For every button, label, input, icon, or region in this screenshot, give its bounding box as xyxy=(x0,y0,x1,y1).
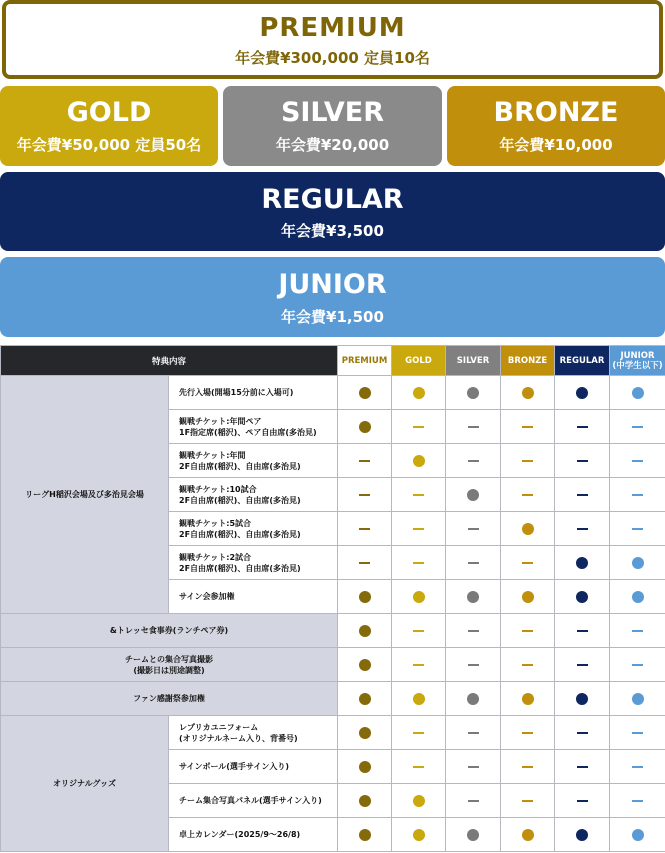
not-included-dash-icon xyxy=(632,630,643,632)
tier-junior-fee: 年会費¥1,500 xyxy=(281,308,384,326)
benefit-text: 観戦チケット:5試合 xyxy=(179,518,252,528)
included-dot-icon xyxy=(413,693,425,705)
mark-cell-gold xyxy=(392,784,446,818)
mark-cell-premium xyxy=(338,376,392,410)
mark-cell-junior xyxy=(610,648,665,682)
benefit-item xyxy=(1,614,338,648)
mark-cell-regular xyxy=(555,512,610,546)
not-included-dash-icon xyxy=(522,766,533,768)
mark-cell-bronze xyxy=(501,512,555,546)
not-included-dash-icon xyxy=(413,664,424,666)
header-benefit: 特典内容 xyxy=(1,346,338,376)
mark-cell-silver xyxy=(446,444,501,478)
tier-bronze-name: BRONZE xyxy=(493,97,619,128)
benefit-text: (撮影日は別途調整) xyxy=(133,665,205,675)
benefit-text: 観戦チケット:10試合 xyxy=(179,484,257,494)
mark-cell-regular xyxy=(555,478,610,512)
mark-cell-gold xyxy=(392,546,446,580)
mark-cell-premium xyxy=(338,818,392,852)
not-included-dash-icon xyxy=(468,426,479,428)
not-included-dash-icon xyxy=(577,494,588,496)
benefit-text: 2F自由席(稲沢)、自由席(多治見) xyxy=(179,529,301,539)
mark-cell-regular xyxy=(555,750,610,784)
tier-silver-card xyxy=(223,86,442,166)
not-included-dash-icon xyxy=(577,766,588,768)
included-dot-icon xyxy=(632,387,644,399)
included-dot-icon xyxy=(467,693,479,705)
benefit-item xyxy=(169,818,338,852)
mark-cell-silver xyxy=(446,614,501,648)
not-included-dash-icon xyxy=(522,460,533,462)
not-included-dash-icon xyxy=(577,426,588,428)
benefit-item xyxy=(169,512,338,546)
mark-cell-regular xyxy=(555,410,610,444)
included-dot-icon xyxy=(632,557,644,569)
tier-silver-fee: 年会費¥20,000 xyxy=(275,136,390,154)
mark-cell-gold xyxy=(392,376,446,410)
not-included-dash-icon xyxy=(468,528,479,530)
mark-cell-gold xyxy=(392,410,446,444)
mark-cell-junior xyxy=(610,818,665,852)
mark-cell-junior xyxy=(610,682,665,716)
benefit-text: チーム集合写真パネル(選手サイン入り) xyxy=(179,796,322,805)
header-premium: PREMIUM xyxy=(338,346,392,376)
not-included-dash-icon xyxy=(468,766,479,768)
included-dot-icon xyxy=(522,591,534,603)
included-dot-icon xyxy=(576,387,588,399)
included-dot-icon xyxy=(359,625,371,637)
not-included-dash-icon xyxy=(522,800,533,802)
mark-cell-premium xyxy=(338,512,392,546)
not-included-dash-icon xyxy=(413,426,424,428)
mark-cell-silver xyxy=(446,580,501,614)
not-included-dash-icon xyxy=(468,630,479,632)
benefit-item xyxy=(169,580,338,614)
tier-gold-card xyxy=(0,86,218,166)
table-row xyxy=(1,682,665,716)
mark-cell-premium xyxy=(338,614,392,648)
benefit-text: ファン感謝祭参加権 xyxy=(133,694,205,703)
mark-cell-junior xyxy=(610,512,665,546)
included-dot-icon xyxy=(413,387,425,399)
mark-cell-regular xyxy=(555,648,610,682)
not-included-dash-icon xyxy=(413,630,424,632)
included-dot-icon xyxy=(576,693,588,705)
tier-junior-card xyxy=(0,257,665,337)
tier-regular-name: REGULAR xyxy=(261,184,404,215)
benefit-text: 観戦チケット:年間 xyxy=(179,450,246,460)
benefit-item xyxy=(1,682,338,716)
benefit-item xyxy=(169,444,338,478)
included-dot-icon xyxy=(522,523,534,535)
table-row xyxy=(1,716,665,750)
category-cell: リーグH稲沢会場及び多治見会場 xyxy=(1,376,169,614)
not-included-dash-icon xyxy=(468,664,479,666)
benefit-text: 先行入場(開場15分前に入場可) xyxy=(179,388,294,397)
mark-cell-bronze xyxy=(501,716,555,750)
not-included-dash-icon xyxy=(359,562,370,564)
mark-cell-bronze xyxy=(501,648,555,682)
header-regular: REGULAR xyxy=(555,346,610,376)
mark-cell-bronze xyxy=(501,750,555,784)
mark-cell-premium xyxy=(338,410,392,444)
mark-cell-regular xyxy=(555,580,610,614)
header-gold: GOLD xyxy=(392,346,446,376)
not-included-dash-icon xyxy=(577,732,588,734)
mark-cell-premium xyxy=(338,682,392,716)
benefit-text: レプリカユニフォーム xyxy=(179,722,259,732)
benefit-text: 1F指定席(稲沢)、ペア自由席(多治見) xyxy=(179,427,317,437)
mark-cell-junior xyxy=(610,410,665,444)
mark-cell-regular xyxy=(555,376,610,410)
mark-cell-junior xyxy=(610,478,665,512)
mark-cell-gold xyxy=(392,716,446,750)
mark-cell-bronze xyxy=(501,444,555,478)
mark-cell-silver xyxy=(446,546,501,580)
included-dot-icon xyxy=(359,421,371,433)
mark-cell-gold xyxy=(392,818,446,852)
tier-premium-fee: 年会費¥300,000 定員10名 xyxy=(235,49,430,67)
not-included-dash-icon xyxy=(577,528,588,530)
mark-cell-junior xyxy=(610,580,665,614)
not-included-dash-icon xyxy=(468,460,479,462)
mark-cell-gold xyxy=(392,444,446,478)
mark-cell-premium xyxy=(338,546,392,580)
mark-cell-silver xyxy=(446,784,501,818)
mark-cell-bronze xyxy=(501,818,555,852)
category-cell: オリジナルグッズ xyxy=(1,716,169,852)
included-dot-icon xyxy=(359,659,371,671)
included-dot-icon xyxy=(359,727,371,739)
mark-cell-bronze xyxy=(501,614,555,648)
mark-cell-gold xyxy=(392,648,446,682)
not-included-dash-icon xyxy=(522,494,533,496)
mark-cell-silver xyxy=(446,716,501,750)
tier-bronze-card xyxy=(447,86,665,166)
mark-cell-gold xyxy=(392,614,446,648)
header-junior xyxy=(610,346,665,376)
mark-cell-gold xyxy=(392,580,446,614)
mark-cell-bronze xyxy=(501,580,555,614)
mark-cell-gold xyxy=(392,750,446,784)
mark-cell-premium xyxy=(338,716,392,750)
tier-junior-name: JUNIOR xyxy=(278,269,387,300)
tier-regular-fee: 年会費¥3,500 xyxy=(281,222,384,240)
tier-gold-name: GOLD xyxy=(66,97,152,128)
tier-bronze-fee: 年会費¥10,000 xyxy=(499,136,613,154)
tier-silver-name: SILVER xyxy=(280,97,385,128)
not-included-dash-icon xyxy=(632,664,643,666)
not-included-dash-icon xyxy=(632,732,643,734)
not-included-dash-icon xyxy=(413,732,424,734)
not-included-dash-icon xyxy=(522,732,533,734)
benefit-text: サイン会参加権 xyxy=(179,592,235,601)
mark-cell-silver xyxy=(446,512,501,546)
mark-cell-silver xyxy=(446,478,501,512)
benefit-item xyxy=(169,546,338,580)
mark-cell-junior xyxy=(610,614,665,648)
included-dot-icon xyxy=(576,557,588,569)
mark-cell-premium xyxy=(338,478,392,512)
included-dot-icon xyxy=(413,591,425,603)
benefit-text: 2F自由席(稲沢)、自由席(多治見) xyxy=(179,495,301,505)
included-dot-icon xyxy=(467,489,479,501)
mark-cell-regular xyxy=(555,444,610,478)
mark-cell-regular xyxy=(555,716,610,750)
not-included-dash-icon xyxy=(632,800,643,802)
benefit-text: 観戦チケット:2試合 xyxy=(179,552,252,562)
not-included-dash-icon xyxy=(632,494,643,496)
header-junior-label: JUNIOR xyxy=(620,350,655,361)
mark-cell-silver xyxy=(446,376,501,410)
not-included-dash-icon xyxy=(632,528,643,530)
included-dot-icon xyxy=(522,693,534,705)
not-included-dash-icon xyxy=(468,732,479,734)
included-dot-icon xyxy=(467,387,479,399)
benefit-text: 卓上カレンダー(2025/9～26/8) xyxy=(179,830,301,839)
not-included-dash-icon xyxy=(413,528,424,530)
included-dot-icon xyxy=(467,829,479,841)
included-dot-icon xyxy=(359,829,371,841)
not-included-dash-icon xyxy=(522,562,533,564)
not-included-dash-icon xyxy=(468,562,479,564)
mark-cell-premium xyxy=(338,784,392,818)
mark-cell-premium xyxy=(338,648,392,682)
mark-cell-regular xyxy=(555,818,610,852)
header-bronze: BRONZE xyxy=(501,346,555,376)
included-dot-icon xyxy=(359,591,371,603)
included-dot-icon xyxy=(576,829,588,841)
tier-premium-card xyxy=(2,0,663,79)
not-included-dash-icon xyxy=(413,562,424,564)
mark-cell-bronze xyxy=(501,478,555,512)
included-dot-icon xyxy=(522,387,534,399)
not-included-dash-icon xyxy=(632,426,643,428)
benefit-item xyxy=(169,478,338,512)
not-included-dash-icon xyxy=(577,664,588,666)
header-silver: SILVER xyxy=(446,346,501,376)
included-dot-icon xyxy=(467,591,479,603)
not-included-dash-icon xyxy=(632,460,643,462)
benefit-text: 2F自由席(稲沢)、自由席(多治見) xyxy=(179,563,301,573)
not-included-dash-icon xyxy=(359,460,370,462)
mark-cell-gold xyxy=(392,512,446,546)
mark-cell-silver xyxy=(446,648,501,682)
mark-cell-junior xyxy=(610,716,665,750)
mark-cell-premium xyxy=(338,580,392,614)
mark-cell-silver xyxy=(446,750,501,784)
included-dot-icon xyxy=(576,591,588,603)
mark-cell-bronze xyxy=(501,682,555,716)
not-included-dash-icon xyxy=(359,528,370,530)
mark-cell-junior xyxy=(610,546,665,580)
included-dot-icon xyxy=(413,795,425,807)
included-dot-icon xyxy=(359,795,371,807)
benefit-text: チームとの集合写真撮影 xyxy=(125,654,213,664)
not-included-dash-icon xyxy=(522,426,533,428)
included-dot-icon xyxy=(359,387,371,399)
included-dot-icon xyxy=(632,693,644,705)
included-dot-icon xyxy=(359,761,371,773)
benefit-text: (オリジナルネーム入り、背番号) xyxy=(179,733,298,743)
mark-cell-gold xyxy=(392,682,446,716)
not-included-dash-icon xyxy=(577,460,588,462)
mark-cell-bronze xyxy=(501,784,555,818)
tier-gold-fee: 年会費¥50,000 定員50名 xyxy=(16,136,202,154)
table-row xyxy=(1,648,665,682)
not-included-dash-icon xyxy=(522,630,533,632)
mark-cell-regular xyxy=(555,546,610,580)
benefit-item xyxy=(169,784,338,818)
benefit-item xyxy=(169,716,338,750)
table-row xyxy=(1,614,665,648)
table-header-row xyxy=(1,346,665,376)
mark-cell-bronze xyxy=(501,546,555,580)
included-dot-icon xyxy=(632,829,644,841)
mark-cell-silver xyxy=(446,682,501,716)
benefits-table xyxy=(0,345,665,852)
included-dot-icon xyxy=(413,829,425,841)
table-row xyxy=(1,376,665,410)
not-included-dash-icon xyxy=(468,800,479,802)
header-junior-sublabel: (中学生以下) xyxy=(612,360,663,371)
included-dot-icon xyxy=(522,829,534,841)
included-dot-icon xyxy=(413,455,425,467)
not-included-dash-icon xyxy=(577,800,588,802)
mark-cell-regular xyxy=(555,614,610,648)
benefit-item xyxy=(169,376,338,410)
mark-cell-bronze xyxy=(501,410,555,444)
benefit-text: サインボール(選手サイン入り) xyxy=(179,762,290,771)
not-included-dash-icon xyxy=(577,630,588,632)
benefit-text: 2F自由席(稲沢)、自由席(多治見) xyxy=(179,461,301,471)
mark-cell-bronze xyxy=(501,376,555,410)
tier-premium-name: PREMIUM xyxy=(259,13,406,43)
mark-cell-silver xyxy=(446,818,501,852)
included-dot-icon xyxy=(632,591,644,603)
mark-cell-junior xyxy=(610,376,665,410)
mark-cell-regular xyxy=(555,682,610,716)
not-included-dash-icon xyxy=(413,766,424,768)
mark-cell-premium xyxy=(338,750,392,784)
not-included-dash-icon xyxy=(359,494,370,496)
not-included-dash-icon xyxy=(522,664,533,666)
benefit-item xyxy=(1,648,338,682)
mark-cell-junior xyxy=(610,784,665,818)
mark-cell-regular xyxy=(555,784,610,818)
mark-cell-silver xyxy=(446,410,501,444)
benefit-item xyxy=(169,410,338,444)
mark-cell-gold xyxy=(392,478,446,512)
mark-cell-premium xyxy=(338,444,392,478)
included-dot-icon xyxy=(359,693,371,705)
not-included-dash-icon xyxy=(632,766,643,768)
not-included-dash-icon xyxy=(413,494,424,496)
tier-regular-card xyxy=(0,172,665,251)
benefit-item xyxy=(169,750,338,784)
mark-cell-junior xyxy=(610,750,665,784)
benefit-text: 観戦チケット:年間ペア xyxy=(179,416,262,426)
benefit-text: &トレッセ食事券(ランチペア券) xyxy=(109,626,229,635)
mark-cell-junior xyxy=(610,444,665,478)
